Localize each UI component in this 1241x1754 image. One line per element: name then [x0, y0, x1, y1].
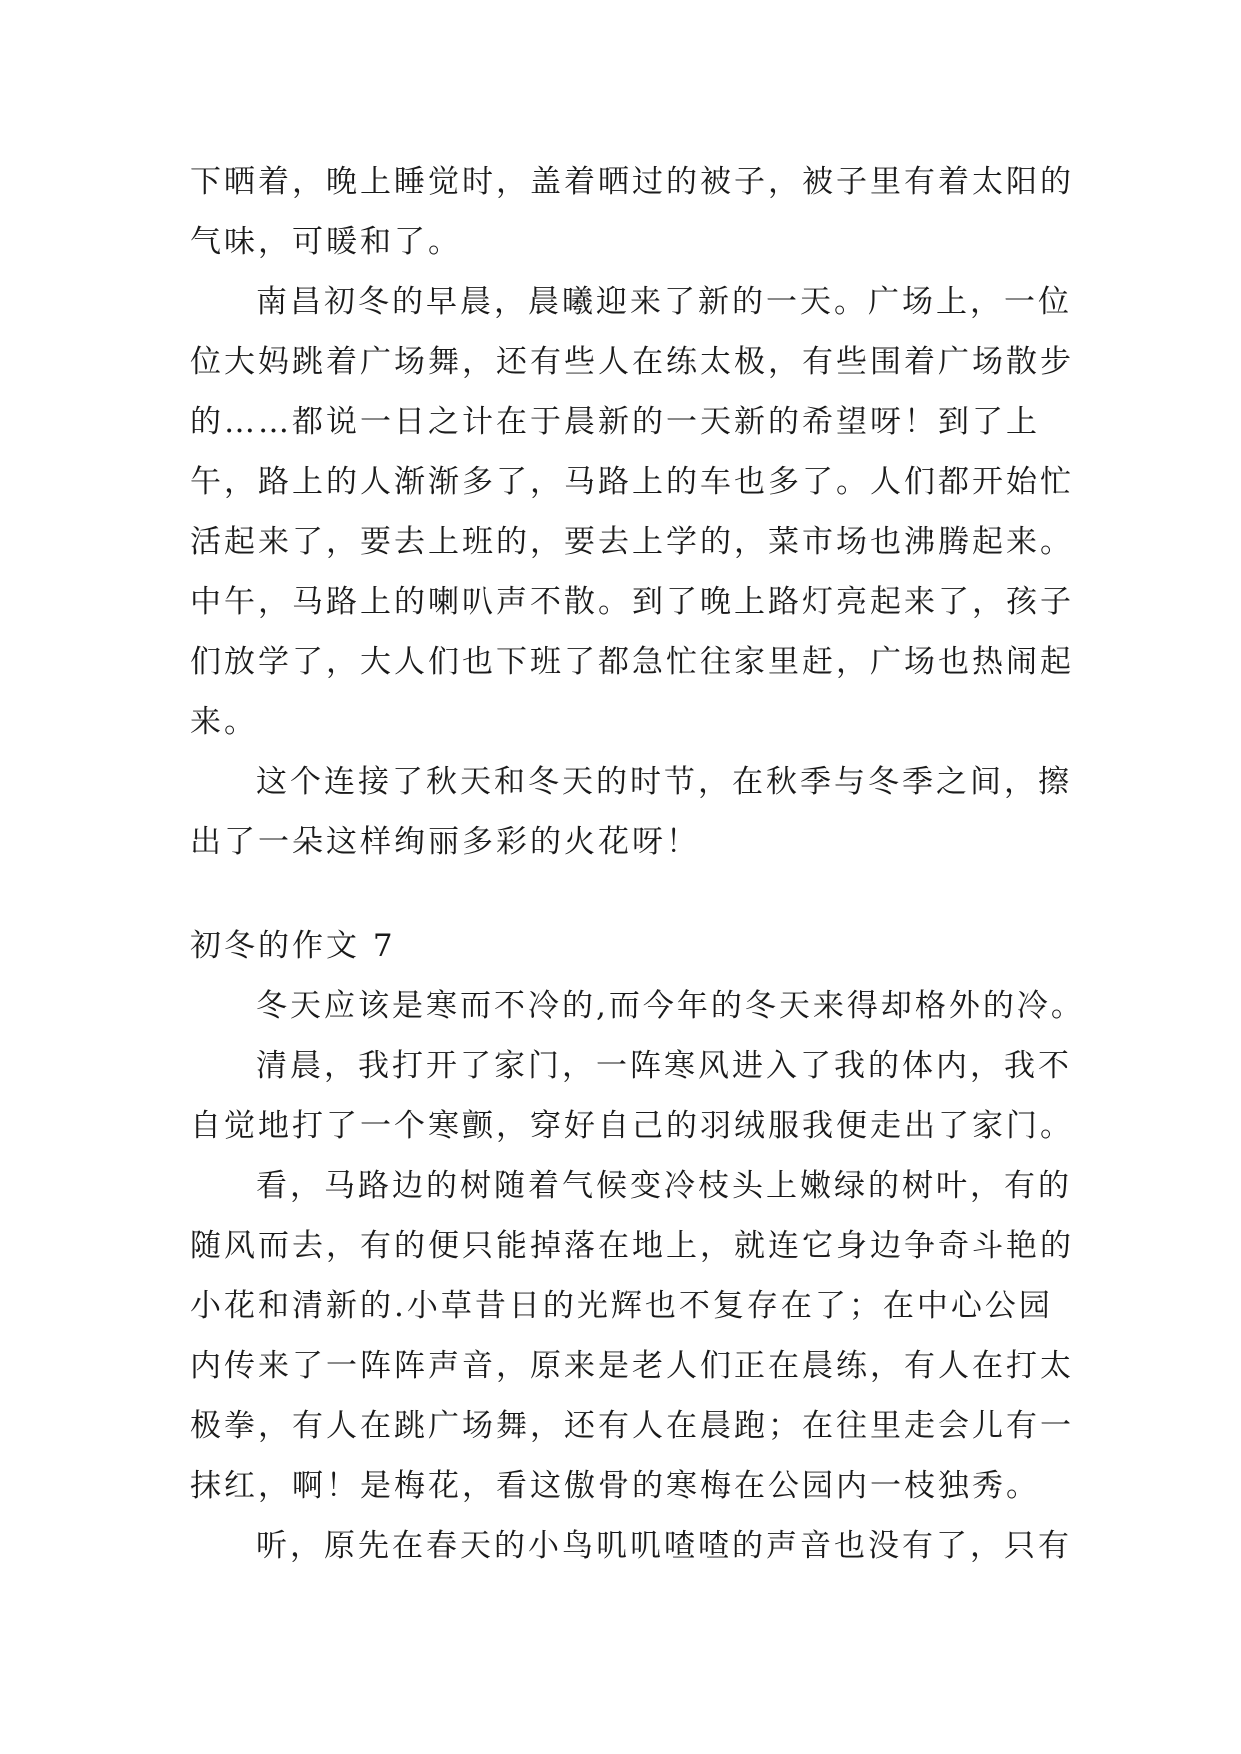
text-line: 自觉地打了一个寒颤，穿好自己的羽绒服我便走出了家门。 — [190, 1108, 1074, 1144]
text-line: 听，原先在春天的小鸟叽叽喳喳的声音也没有了，只有 — [256, 1528, 1072, 1564]
text-line: 来。 — [190, 704, 258, 740]
essay-title: 初冬的作文 7 — [190, 928, 396, 964]
text-line: 中午，马路上的喇叭声不散。到了晚上路灯亮起来了，孩子 — [190, 584, 1074, 620]
text-line: 南昌初冬的早晨，晨曦迎来了新的一天。广场上，一位 — [256, 284, 1072, 320]
text-line: 冬天应该是寒而不冷的,而今年的冬天来得却格外的冷。 — [256, 988, 1085, 1024]
paragraph-morning-door — [190, 1036, 1074, 1156]
text-line: 小花和清新的.小草昔日的光辉也不复存在了；在中心公园 — [190, 1288, 1053, 1324]
document-page — [190, 152, 1085, 1576]
text-line: 午，路上的人渐渐多了，马路上的车也多了。人们都开始忙 — [190, 464, 1074, 500]
text-line: 随风而去，有的便只能掉落在地上，就连它身边争奇斗艳的 — [190, 1228, 1074, 1264]
paragraph-continuation — [190, 152, 1074, 272]
text-line: 们放学了，大人们也下班了都急忙往家里赶，广场也热闹起 — [190, 644, 1074, 680]
text-line: 的……都说一日之计在于晨新的一天新的希望呀！到了上 — [190, 404, 1040, 440]
text-line: 下晒着，晚上睡觉时，盖着晒过的被子，被子里有着太阳的 — [190, 164, 1074, 200]
text-line: 这个连接了秋天和冬天的时节，在秋季与冬季之间，擦 — [256, 764, 1072, 800]
paragraph-listen — [190, 1516, 1070, 1576]
paragraph-nanchang-morning — [190, 272, 1074, 752]
section-spacer — [190, 872, 1070, 916]
paragraph-roadside-trees — [190, 1156, 1074, 1516]
text-line: 位大妈跳着广场舞，还有些人在练太极，有些围着广场散步 — [190, 344, 1074, 380]
text-line: 清晨，我打开了家门，一阵寒风进入了我的体内，我不 — [256, 1048, 1072, 1084]
text-line: 气味，可暖和了。 — [190, 224, 462, 260]
text-line: 抹红，啊！是梅花，看这傲骨的寒梅在公园内一枝独秀。 — [190, 1468, 1040, 1504]
text-line: 内传来了一阵阵声音，原来是老人们正在晨练，有人在打太 — [190, 1348, 1074, 1384]
paragraph-cold-winter — [190, 976, 1085, 1036]
text-line: 看，马路边的树随着气候变冷枝头上嫩绿的树叶，有的 — [256, 1168, 1072, 1204]
text-line: 极拳，有人在跳广场舞，还有人在晨跑；在往里走会儿有一 — [190, 1408, 1074, 1444]
paragraph-closing — [190, 752, 1070, 872]
text-line: 出了一朵这样绚丽多彩的火花呀！ — [190, 824, 700, 860]
text-line: 活起来了，要去上班的，要去上学的，菜市场也沸腾起来。 — [190, 524, 1074, 560]
